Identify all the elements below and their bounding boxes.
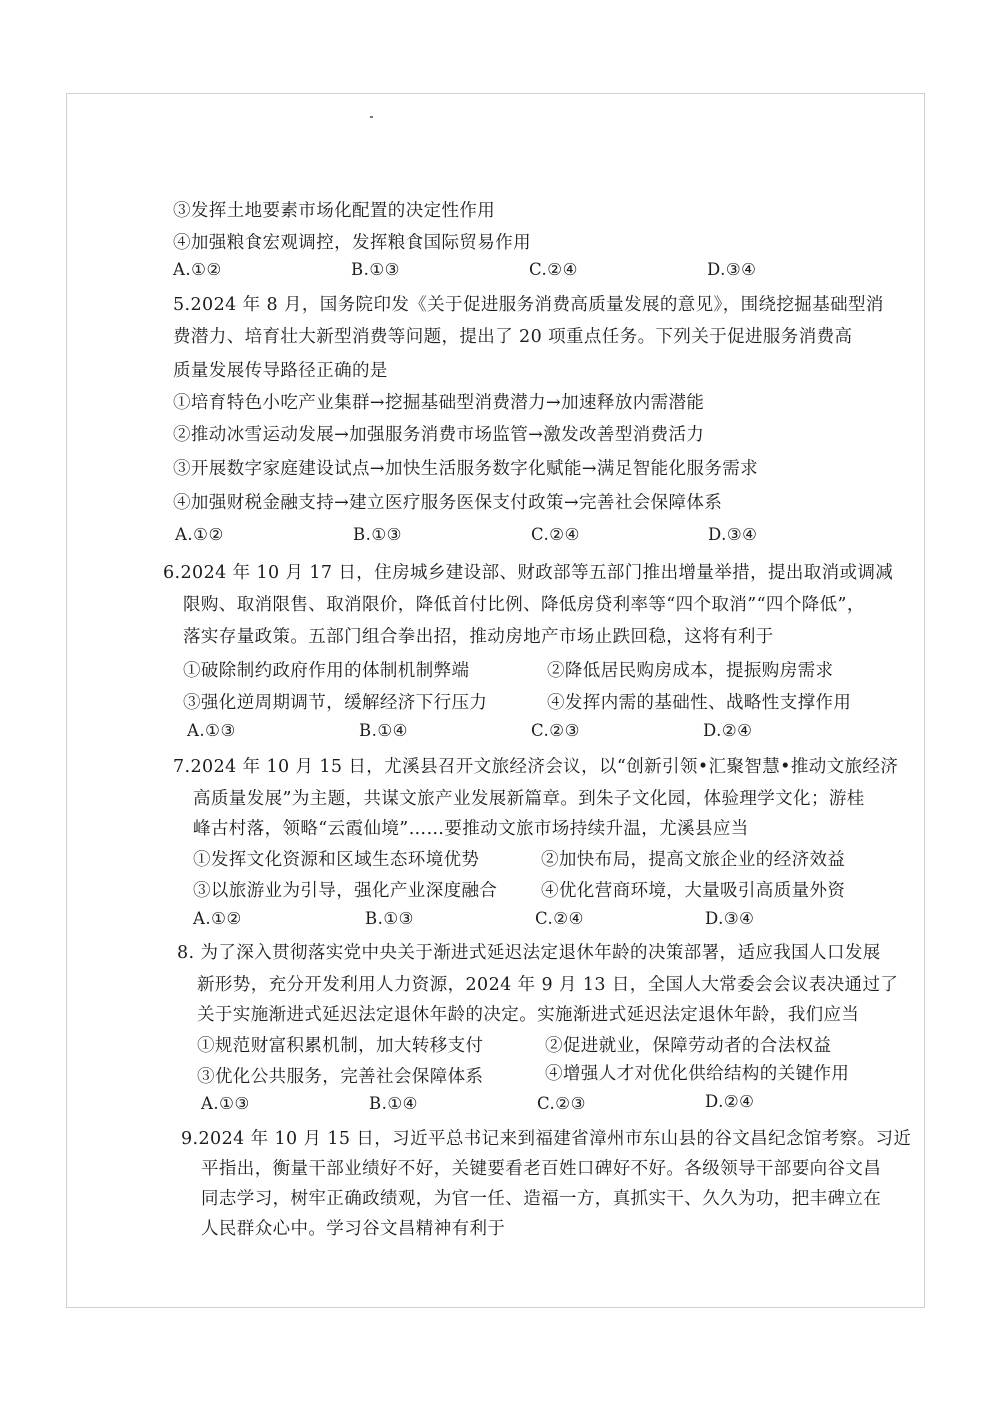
q7-stem-line-3: 峰古村落，领略“云霞仙境”……要推动文旅市场持续升温，尤溪县应当 (193, 819, 749, 839)
q6-option-b: B.①④ (359, 721, 408, 740)
q9-stem-line-1: 9.2024 年 10 月 15 日，习近平总书记来到福建省漳州市东山县的谷文昌纪念馆考察。习近 (181, 1129, 912, 1149)
q6-option-d: D.②④ (703, 721, 753, 740)
q5-option-a: A.①② (175, 525, 224, 544)
q7-statement-1: ①发挥文化资源和区域生态环境优势 (193, 850, 480, 870)
q6-stem-line-3: 落实存量政策。五部门组合拳出招，推动房地产市场止跌回稳，这将有利于 (183, 627, 774, 647)
q8-statement-4: ④增强人才对优化供给结构的关键作用 (545, 1064, 850, 1084)
q6-option-c: C.②③ (531, 721, 580, 740)
q6-option-a: A.①③ (187, 721, 236, 740)
q6-stem-line-2: 限购、取消限售、取消限价，降低首付比例、降低房贷利率等“四个取消”“四个降低”， (183, 595, 865, 615)
q5-option-c: C.②④ (531, 525, 580, 544)
q9-stem-line-3: 同志学习，树牢正确政绩观，为官一任、造福一方，真抓实干、久久为功，把丰碑立在 (201, 1189, 882, 1209)
q4-option-c: C.②④ (529, 260, 578, 279)
q6-statement-2: ②降低居民购房成本，提振购房需求 (547, 661, 834, 681)
q7-statement-3: ③以旅游业为引导，强化产业深度融合 (193, 881, 498, 901)
q7-stem-line-2: 高质量发展”为主题，共谋文旅产业发展新篇章。到朱子文化园，体验理学文化；游桂 (193, 789, 865, 809)
q7-option-a: A.①② (193, 909, 242, 928)
q5-option-d: D.③④ (708, 525, 758, 544)
q5-stem-line-2: 费潜力、培育壮大新型消费等问题，提出了 20 项重点任务。下列关于促进服务消费高 (173, 327, 853, 347)
q4-option-a: A.①② (173, 260, 222, 279)
q7-option-b: B.①③ (365, 909, 414, 928)
q6-statement-4: ④发挥内需的基础性、战略性支撑作用 (547, 693, 852, 713)
q8-option-a: A.①③ (201, 1094, 250, 1113)
q6-stem-line-1: 6.2024 年 10 月 17 日，住房城乡建设部、财政部等五部门推出增量举措，提出取消或调减 (163, 563, 894, 583)
q7-option-c: C.②④ (535, 909, 584, 928)
q5-statement-3: ③开展数字家庭建设试点→加快生活服务数字化赋能→满足智能化服务需求 (173, 459, 759, 479)
q4-option-d: D.③④ (707, 260, 757, 279)
q8-stem-line-1: 8. 为了深入贯彻落实党中央关于渐进式延迟法定退休年龄的决策部署，适应我国人口发展 (177, 943, 881, 963)
q6-statement-3: ③强化逆周期调节，缓解经济下行压力 (183, 693, 488, 713)
q8-option-d: D.②④ (705, 1092, 755, 1111)
q8-stem-line-2: 新形势，充分开发利用人力资源，2024 年 9 月 13 日，全国人大常委会会议表决通过了 (197, 975, 899, 995)
exam-page (66, 93, 925, 1308)
q8-statement-3: ③优化公共服务，完善社会保障体系 (197, 1067, 484, 1087)
q7-statement-4: ④优化营商环境，大量吸引高质量外资 (541, 881, 846, 901)
q8-stem-line-3: 关于实施渐进式延迟法定退休年龄的决定。实施渐进式延迟法定退休年龄，我们应当 (197, 1005, 860, 1025)
q7-option-d: D.③④ (705, 909, 755, 928)
q8-option-b: B.①④ (369, 1094, 418, 1113)
q8-statement-1: ①规范财富积累机制，加大转移支付 (197, 1036, 484, 1056)
q7-statement-2: ②加快布局，提高文旅企业的经济效益 (541, 850, 846, 870)
q4-statement-3: ③发挥土地要素市场化配置的决定性作用 (173, 201, 496, 221)
q8-statement-2: ②促进就业，保障劳动者的合法权益 (545, 1036, 832, 1056)
q5-stem-line-3: 质量发展传导路径正确的是 (173, 361, 388, 381)
q8-option-c: C.②③ (537, 1094, 586, 1113)
q5-stem-line-1: 5.2024 年 8 月，国务院印发《关于促进服务消费高质量发展的意见》，围绕挖掘基础型消 (173, 295, 884, 315)
q5-statement-4: ④加强财税金融支持→建立医疗服务医保支付政策→完善社会保障体系 (173, 493, 723, 513)
q6-statement-1: ①破除制约政府作用的体制机制弊端 (183, 661, 470, 681)
q4-option-b: B.①③ (351, 260, 400, 279)
q5-option-b: B.①③ (353, 525, 402, 544)
q4-statement-4: ④加强粮食宏观调控，发挥粮食国际贸易作用 (173, 233, 531, 253)
q9-stem-line-2: 平指出，衡量干部业绩好不好，关键要看老百姓口碑好不好。各级领导干部要向谷文昌 (201, 1159, 882, 1179)
q5-statement-1: ①培育特色小吃产业集群→挖掘基础型消费潜力→加速释放内需潜能 (173, 393, 705, 413)
q7-stem-line-1: 7.2024 年 10 月 15 日，尤溪县召开文旅经济会议，以“创新引领•汇聚智慧•推动文旅经济 (173, 757, 899, 777)
q5-statement-2: ②推动冰雪运动发展→加强服务消费市场监管→激发改善型消费活力 (173, 425, 705, 445)
q9-stem-line-4: 人民群众心中。学习谷文昌精神有利于 (201, 1219, 506, 1239)
page-content (67, 94, 924, 1307)
